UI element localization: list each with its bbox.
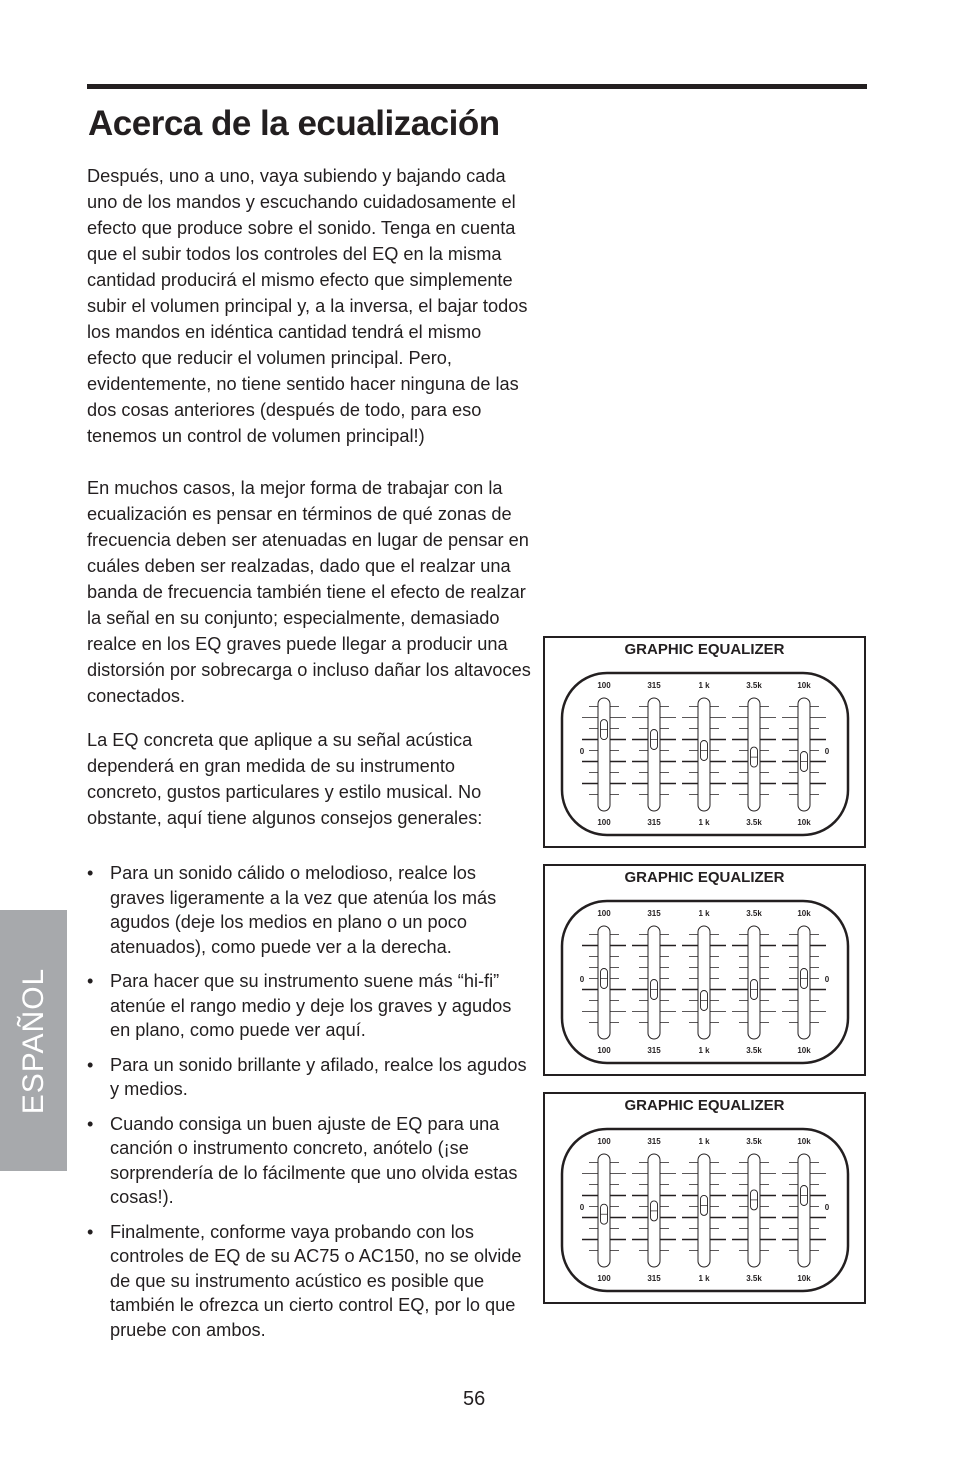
band-label: 10k: [797, 909, 811, 918]
list-item: [87, 1220, 532, 1343]
band-label: 315: [647, 1274, 661, 1283]
list-item-text: Para un sonido cálido o melodioso, realce los graves ligeramente a la vez que atenúa los más agudos (deje los medios en plano o un poco atenuados), como puede ver a la derecha.: [110, 863, 497, 957]
language-side-tab: [0, 910, 67, 1171]
equalizer-title: GRAPHIC EQUALIZER: [624, 1097, 785, 1114]
bullet: •: [87, 1054, 94, 1075]
band-label: 3.5k: [746, 1046, 762, 1055]
graphic-equalizer-diagram-bright: [543, 1092, 866, 1304]
band-label: 315: [647, 1046, 661, 1055]
zero-label: 0: [579, 1203, 585, 1212]
band-label: 10k: [797, 1274, 811, 1283]
band-label: 1 k: [698, 1137, 710, 1146]
page-title: Acerca de la ecualización: [88, 104, 500, 143]
bullet: •: [87, 1113, 94, 1134]
paragraph: Después, uno a uno, vaya subiendo y bajando cada uno de los mandos y escuchando cuidadosamente el efecto que produce sobre el sonido. Tenga en cuenta que el subir todos los controles del EQ en la misma cantidad producirá el mismo efecto que simplemente subir el volumen principal y, a la inversa, el bajar todos los mandos en idéntica cantidad tendrá el mismo efecto que reducir el volumen principal. Pero, evidentemente, no tiene sentido hacer ninguna de las dos cosas anteriores (después de todo, para eso tenemos un control de volumen principal!): [87, 166, 528, 446]
zero-label: 0: [824, 1203, 830, 1212]
list-item: [87, 1053, 532, 1102]
band-label: 100: [597, 818, 611, 827]
band-label: 3.5k: [746, 818, 762, 827]
bullet: •: [87, 971, 94, 991]
paragraph: En muchos casos, la mejor forma de trabajar con la ecualización es pensar en términos de qué zonas de frecuencia deben ser atenuadas en lugar de pensar en cuáles deben ser realzadas, dado que el realzar una banda de frecuencia también tiene el efecto de realzar la señal en su conjunto; especialmente, demasiado realce en los EQ graves puede llegar a producir una distorsión por sobrecarga o incluso dañar los altavoces conectados.: [87, 478, 531, 706]
band-label: 1 k: [698, 818, 710, 827]
band-label: 100: [597, 1046, 611, 1055]
list-item: [87, 1112, 532, 1210]
band-label: 10k: [797, 1137, 811, 1146]
side-tab-label: ESPAÑOL: [16, 967, 50, 1114]
band-label: 1 k: [698, 1046, 710, 1055]
slider-track: [648, 698, 660, 811]
band-label: 3.5k: [746, 909, 762, 918]
band-label: 100: [597, 1274, 611, 1283]
band-label: 315: [647, 1137, 661, 1146]
list-item-text: Finalmente, conforme vaya probando con los controles de EQ de su AC75 o AC150, no se olvide de que su instrumento acústico es posible que también le ofrezca un cierto control EQ, por lo que pruebe con ambos.: [110, 1221, 522, 1340]
band-label: 100: [597, 909, 611, 918]
tips-list: [87, 861, 532, 1342]
band-label: 10k: [797, 818, 811, 827]
slider-track: [598, 698, 610, 811]
list-item-text: Para hacer que su instrumento suene más “hi-fi” atenúe el rango medio y deje los graves y agudos en plano, como puede ver aquí.: [110, 971, 512, 1040]
graphic-equalizer-diagram-hifi: [543, 864, 866, 1076]
page-number: 56: [463, 1388, 486, 1410]
body-text: [87, 163, 532, 1352]
band-label: 3.5k: [746, 1137, 762, 1146]
zero-label: 0: [824, 975, 830, 984]
band-label: 3.5k: [746, 681, 762, 690]
list-item: [87, 861, 532, 959]
band-label: 1 k: [698, 681, 710, 690]
list-item: [87, 969, 532, 1043]
bullet: •: [87, 863, 94, 883]
band-label: 10k: [797, 1046, 811, 1055]
zero-label: 0: [579, 747, 585, 756]
list-item-text: Para un sonido brillante y afilado, realce los agudos y medios.: [110, 1054, 527, 1099]
slider-track: [748, 1154, 760, 1267]
band-label: 315: [647, 818, 661, 827]
list-item-text: Cuando consiga un buen ajuste de EQ para una canción o instrumento concreto, anótelo (¡se sorprendería de lo fácilmente que uno olvida estas cosas!).: [110, 1113, 518, 1207]
equalizer-title: GRAPHIC EQUALIZER: [624, 641, 785, 658]
slider-track: [798, 1154, 810, 1267]
band-label: 100: [597, 681, 611, 690]
equalizer-title: GRAPHIC EQUALIZER: [624, 869, 785, 886]
band-label: 10k: [797, 681, 811, 690]
band-label: 1 k: [698, 909, 710, 918]
slider-track: [698, 926, 710, 1039]
band-label: 1 k: [698, 1274, 710, 1283]
paragraph: La EQ concreta que aplique a su señal acústica dependerá en gran medida de su instrumento concreto, gustos particulares y estilo musical. No obstante, aquí tiene algunos consejos generales:: [87, 730, 483, 828]
header-rule: [87, 84, 867, 89]
bullet: •: [87, 1221, 94, 1242]
band-label: 315: [647, 909, 661, 918]
zero-label: 0: [824, 747, 830, 756]
zero-label: 0: [579, 975, 585, 984]
band-label: 315: [647, 681, 661, 690]
band-label: 100: [597, 1137, 611, 1146]
graphic-equalizer-diagram-warm: [543, 636, 866, 848]
band-label: 3.5k: [746, 1274, 762, 1283]
